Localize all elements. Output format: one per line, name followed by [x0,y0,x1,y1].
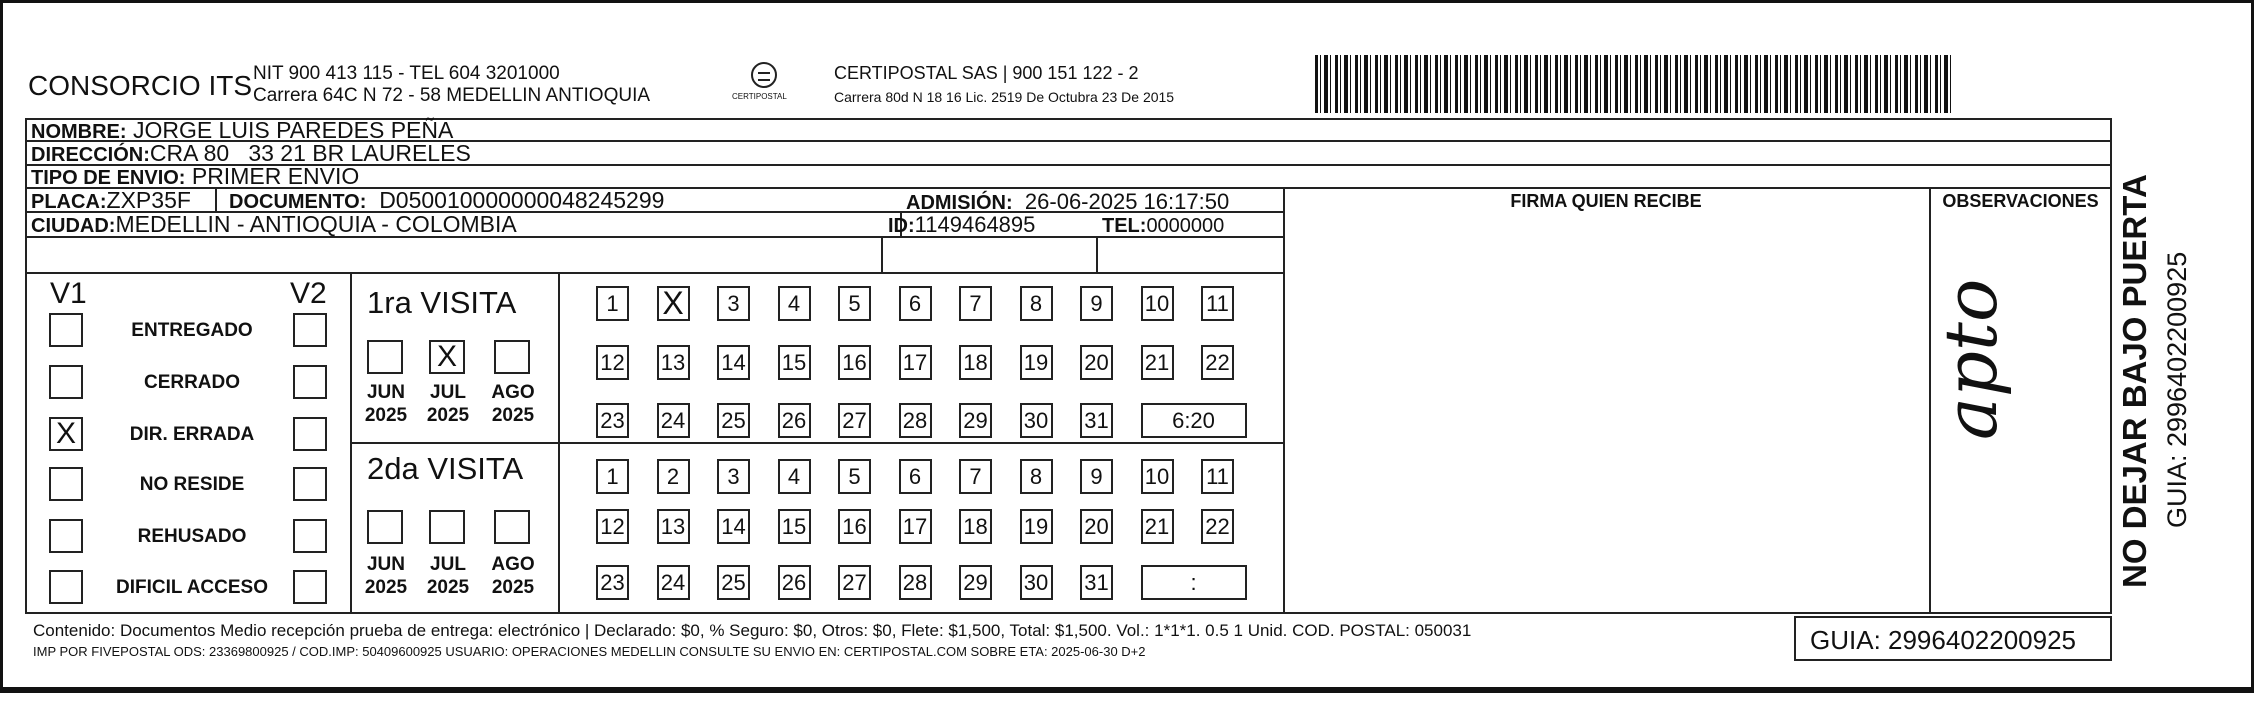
visit1-day-box[interactable]: 18 [959,345,992,380]
visit1-day-box[interactable]: 15 [778,345,811,380]
visit2-month-label: JUL [430,554,466,575]
admision-row [906,191,1229,213]
direccion-row [31,142,471,165]
visit2-day-box[interactable]: : [1141,565,1247,600]
visit1-year-label: 2025 [364,405,408,426]
tel-value: 0000000 [1146,215,1225,237]
visit2-day-box[interactable]: 15 [778,509,811,544]
nombre-value: JORGE LUIS PAREDES PEÑA [132,117,454,143]
firma-label: FIRMA QUIEN RECIBE [1510,191,1702,211]
visit2-day-box[interactable]: 19 [1020,509,1053,544]
visit2-day-box[interactable]: 12 [596,509,629,544]
certipostal-info: CERTIPOSTAL SAS | 900 151 122 - 2 [834,63,1139,83]
visit1-day-box[interactable]: 19 [1020,345,1053,380]
visit1-day-box[interactable]: 1 [596,286,629,321]
placa-value: ZXP35F [106,187,191,213]
visit2-day-box[interactable]: 2 [657,459,690,494]
documento-label: DOCUMENTO: [229,191,367,213]
visit1-month-label: JUN [366,382,405,403]
visit2-month-label: AGO [491,554,535,575]
visit1-day-box[interactable]: 30 [1020,403,1053,438]
no-dejar-text: NO DEJAR BAJO PUERTA [2116,174,2153,588]
v1-checkbox[interactable] [49,313,83,347]
visit1-day-box[interactable]: 6:20 [1141,403,1247,438]
v1-checkbox[interactable] [49,467,83,501]
direccion-value: CRA 80 33 21 BR LAURELES [149,140,471,166]
visit1-day-box[interactable]: 20 [1080,345,1113,380]
visit1-day-box[interactable]: 8 [1020,286,1053,321]
v1-checkbox[interactable] [49,570,83,604]
certipostal-logo-icon [751,62,777,88]
visit1-day-box[interactable]: X [657,286,690,321]
company-nit: NIT 900 413 115 - TEL 604 3201000 [253,63,560,84]
status-label: ENTREGADO [131,320,253,341]
visit1-day-box[interactable]: 12 [596,345,629,380]
visit2-day-box[interactable]: 1 [596,459,629,494]
visit2-day-box[interactable]: 10 [1141,459,1174,494]
visit1-day-box[interactable]: 3 [717,286,750,321]
visit2-day-box[interactable]: 5 [838,459,871,494]
visit1-day-box[interactable]: 21 [1141,345,1174,380]
visit1-day-box[interactable]: 4 [778,286,811,321]
visit2-day-box[interactable]: 14 [717,509,750,544]
footer-imp: IMP POR FIVEPOSTAL ODS: 23369800925 / COD.IMP: 50409600925 USUARIO: OPERACIONES MEDELLIN CONSULTE SU ENVIO EN: CERTIPOSTAL.COM SOBRE ETA: 2025-06-30 D+2 [33,644,1146,659]
visit1-day-box[interactable]: 16 [838,345,871,380]
visit1-day-box[interactable]: 26 [778,403,811,438]
visit1-month-checkbox[interactable] [367,340,403,374]
visit2-day-box[interactable]: 9 [1080,459,1113,494]
certipostal-address: Carrera 80d N 18 16 Lic. 2519 De Octubra 23 De 2015 [834,89,1175,105]
status-label: DIFICIL ACCESO [115,577,268,598]
ciudad-label: CIUDAD: [31,215,116,237]
v2-checkbox[interactable] [293,570,327,604]
visit1-day-box[interactable]: 10 [1141,286,1174,321]
visit2-year-label: 2025 [426,577,470,598]
visit2-day-box[interactable]: 3 [717,459,750,494]
logo-text: CERTIPOSTAL [732,92,787,101]
tipo-label: TIPO DE ENVIO: [31,167,186,189]
v2-checkbox[interactable] [293,519,327,553]
visit1-day-box[interactable]: 29 [959,403,992,438]
visit2-day-box[interactable]: 29 [959,565,992,600]
visit1-year-label: 2025 [426,405,470,426]
visit1-day-box[interactable]: 25 [717,403,750,438]
visit1-year-label: 2025 [491,405,535,426]
visit2-year-label: 2025 [491,577,535,598]
status-label: NO RESIDE [139,474,245,495]
visit2-day-box[interactable]: 18 [959,509,992,544]
visit2-day-box[interactable]: 7 [959,459,992,494]
visit2-month-checkbox[interactable] [429,510,465,544]
visit2-title: 2da VISITA [367,451,524,486]
nombre-label: NOMBRE: [31,121,127,143]
footer-guia: GUIA: 2996402200925 [1810,625,2076,655]
v2-label: V2 [290,277,327,310]
side-guia: GUIA: 2996402200925 [2162,251,2192,528]
placa-label: PLACA: [31,191,107,213]
visit2-day-box[interactable]: 13 [657,509,690,544]
v1-checkbox[interactable] [49,365,83,399]
visit1-day-box[interactable]: 17 [899,345,932,380]
visit2-day-box[interactable]: 8 [1020,459,1053,494]
visit1-day-box[interactable]: 11 [1201,286,1234,321]
visit2-day-box[interactable]: 28 [899,565,932,600]
visit2-day-box[interactable]: 27 [838,565,871,600]
tipo-value: PRIMER ENVIO [191,163,360,189]
v2-checkbox[interactable] [293,313,327,347]
visit2-day-box[interactable]: 23 [596,565,629,600]
visit1-day-box[interactable]: 14 [717,345,750,380]
v2-checkbox[interactable] [293,417,327,451]
visit1-month-checkbox[interactable] [494,340,530,374]
visit1-day-box[interactable]: 22 [1201,345,1234,380]
ciudad-row [31,213,517,236]
visit1-title: 1ra VISITA [367,285,517,320]
visit1-day-box[interactable]: 23 [596,403,629,438]
id-row [888,214,1035,236]
visit2-day-box[interactable]: 22 [1201,509,1234,544]
company-name: CONSORCIO ITS [28,70,253,101]
visit2-day-box[interactable]: 31 [1080,565,1113,600]
visit2-day-box[interactable]: 24 [657,565,690,600]
status-label: CERRADO [143,372,241,393]
visit2-day-box[interactable]: 26 [778,565,811,600]
footer-contenido: Contenido: Documentos Medio recepción prueba de entrega: electrónico | Declarado: $0, % Seguro: $0, Otros: $0, Flete: $1,500, Total: $1,500. Vol.: 1*1*1. 0.5 1 Unid. COD. POSTAL: 050031 [33,621,1472,640]
direccion-label: DIRECCIÓN: [31,144,150,166]
v1-label: V1 [50,277,87,310]
visit2-day-box[interactable]: 20 [1080,509,1113,544]
v1-checkbox[interactable] [49,519,83,553]
v1-checkbox[interactable]: X [49,417,83,451]
visit1-day-box[interactable]: 31 [1080,403,1113,438]
visit1-month-label: JUL [430,382,466,403]
visit2-day-box[interactable]: 25 [717,565,750,600]
visit1-day-box[interactable]: 27 [838,403,871,438]
visit1-month-label: AGO [491,382,535,403]
visit1-day-box[interactable]: 13 [657,345,690,380]
barcode [1315,55,1955,113]
placa-row [31,189,191,212]
status-label: DIR. ERRADA [129,424,255,445]
documento-row [229,189,664,212]
visit2-year-label: 2025 [364,577,408,598]
visit2-day-box[interactable]: 30 [1020,565,1053,600]
nombre-row [31,119,453,142]
visit1-day-box[interactable]: 5 [838,286,871,321]
ciudad-value: MEDELLIN - ANTIOQUIA - COLOMBIA [115,211,517,237]
visit2-day-box[interactable]: 21 [1141,509,1174,544]
visit1-day-box[interactable]: 28 [899,403,932,438]
visit2-month-label: JUN [366,554,405,575]
visit2-day-box[interactable]: 6 [899,459,932,494]
visit1-day-box[interactable]: 6 [899,286,932,321]
company-address: Carrera 64C N 72 - 58 MEDELLIN ANTIOQUIA [253,85,651,106]
admision-value: 26-06-2025 16:17:50 [1024,189,1230,214]
visit1-month-checkbox[interactable]: X [429,340,465,374]
visit2-day-box[interactable]: 17 [899,509,932,544]
admision-label: ADMISIÓN: [906,192,1013,214]
tipo-row [31,165,359,188]
documento-value: D050010000000048245299 [379,187,665,213]
visit2-month-checkbox[interactable] [494,510,530,544]
observaciones-handwritten: apto [1929,278,2013,440]
tel-label: TEL: [1102,215,1147,237]
visit1-day-box[interactable]: 7 [959,286,992,321]
observaciones-label: OBSERVACIONES [1942,191,2099,211]
visit2-day-box[interactable]: 4 [778,459,811,494]
v2-checkbox[interactable] [293,467,327,501]
visit2-month-checkbox[interactable] [367,510,403,544]
status-label: REHUSADO [137,526,247,547]
visit1-day-box[interactable]: 9 [1080,286,1113,321]
visit2-day-box[interactable]: 16 [838,509,871,544]
id-value: 1149464895 [914,212,1036,237]
visit2-day-box[interactable]: 11 [1201,459,1234,494]
v2-checkbox[interactable] [293,365,327,399]
id-label: ID: [888,215,915,237]
visit1-day-box[interactable]: 24 [657,403,690,438]
tel-row [1102,216,1224,236]
